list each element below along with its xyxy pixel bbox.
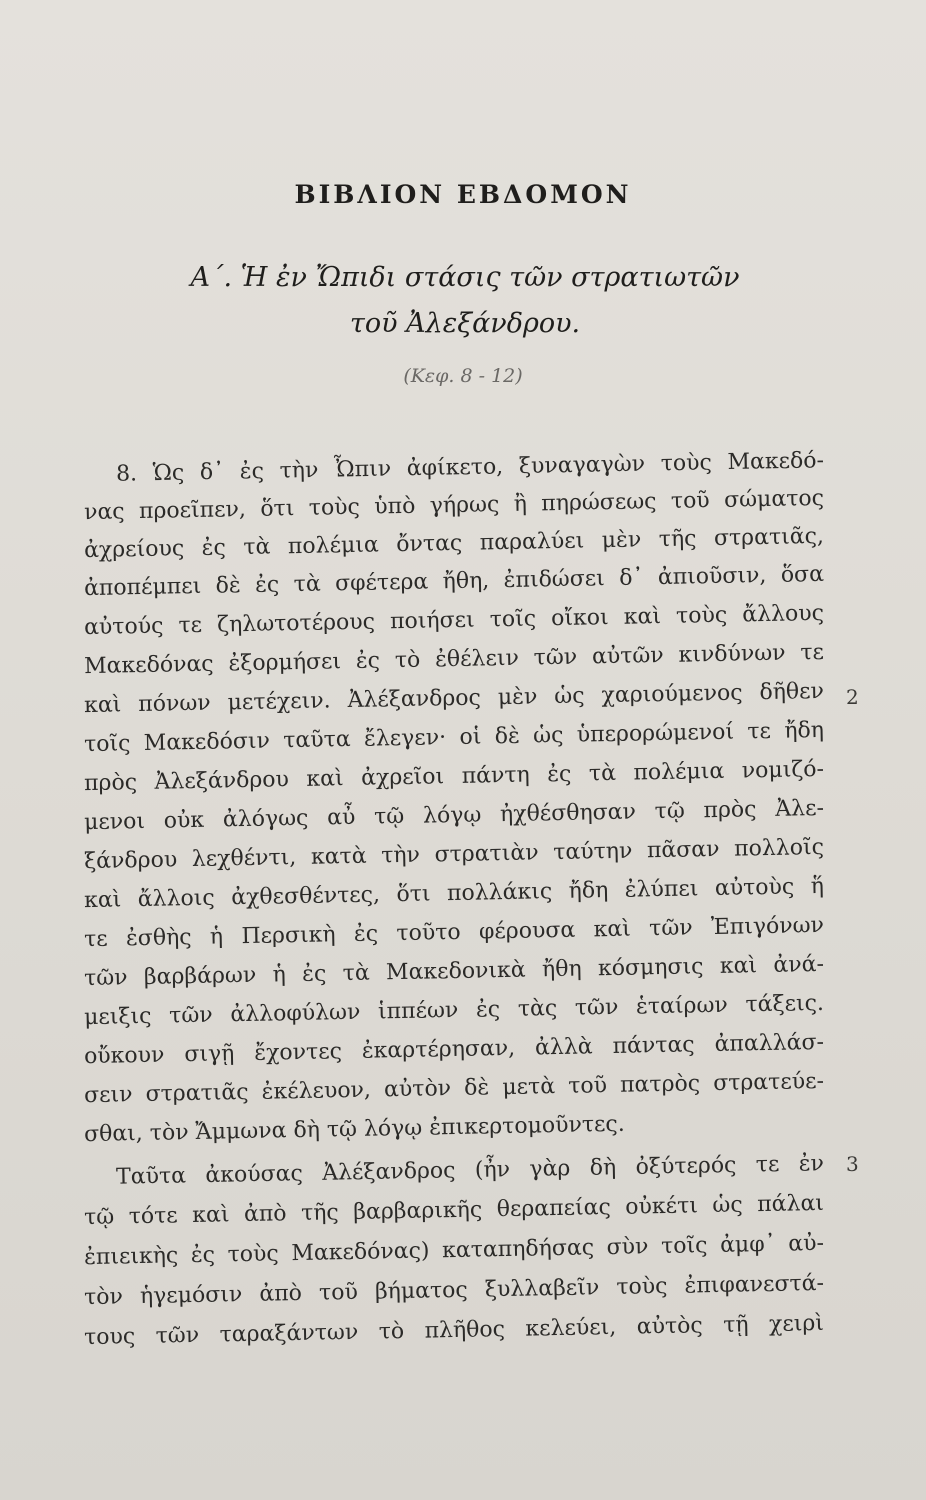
text-line: τε ἐσθὴς ἡ Περσικὴ ἐς τοῦτο φέρουσα καὶ τῶν Ἐπιγόνων <box>83 912 825 953</box>
text-line: 8. Ὡς δ᾽ ἐς τὴν Ὦπιν ἀφίκετο, ξυναγαγὼν τοὺς Μακεδό- <box>115 448 825 487</box>
text-line: οὔκουν σιγῇ ἔχοντες ἐκαρτέρησαν, ἀλλὰ πάντας ἀπαλλάσ- <box>83 1029 825 1070</box>
chapter-heading-line-1: Α΄. Ἡ ἐν Ὤπιδι στάσις τῶν στρατιωτῶν <box>190 262 740 293</box>
text-line: ἐπιεικὴς ἐς τοὺς Μακεδόνας) καταπηδήσας σὺν τοῖς ἀμφ᾽ αὐ- <box>83 1230 825 1271</box>
text-line: αὐτούς τε ζηλωτοτέρους ποιήσει τοῖς οἴκοι καὶ τοὺς ἄλλους <box>83 600 825 641</box>
text-line: καὶ πόνων μετέχειν. Ἀλέξανδρος μὲν ὡς χαριούμενος δῆθεν <box>83 678 825 719</box>
text-line: ξάνδρου λεχθέντι, κατὰ τὴν στρατιὰν ταύτην πᾶσαν πολλοῖς <box>83 834 825 875</box>
text-line: ἀχρείους ἐς τὰ πολέμια ὄντας παραλύει μὲν τῆς στρατιᾶς, <box>83 523 825 564</box>
text-line: μειξις τῶν ἀλλοφύλων ἱππέων ἐς τὰς τῶν ἑταίρων τάξεις. <box>83 990 825 1031</box>
chapter-heading-line-2: τοῦ Ἀλεξάνδρου. <box>349 308 581 339</box>
text-line: πρὸς Ἀλεξάνδρου καὶ ἀχρεῖοι πάντη ἐς τὰ πολέμια νομιζό- <box>83 756 825 797</box>
text-line: τῶν βαρβάρων ἡ ἐς τὰ Μακεδονικὰ ἤθη κόσμησις καὶ ἀνά- <box>83 951 825 992</box>
chapter-range: (Κεφ. 8 - 12) <box>403 365 523 387</box>
text-line: ἀποπέμπει δὲ ἐς τὰ σφέτερα ἤθη, ἐπιδώσει δ᾽ ἀπιοῦσιν, ὅσα <box>83 561 825 602</box>
text-line: τους τῶν ταραξάντων τὸ πλῆθος κελεύει, αὐτὸς τῇ χειρὶ <box>83 1310 825 1351</box>
book-title: BIBΛΙΟΝ ΕΒΔΟΜΟΝ <box>294 180 632 209</box>
text-line: νας προεῖπεν, ὅτι τοὺς ὑπὸ γήρως ἢ πηρώσεως τοῦ σώματος <box>83 485 825 526</box>
text-line: Ταῦτα ἀκούσας Ἀλέξανδρος (ἦν γὰρ δὴ ὀξύτερός τε ἐν <box>115 1151 825 1190</box>
text-line: καὶ ἄλλοις ἀχθεσθέντες, ὅτι πολλάκις ἤδη ἐλύπει αὐτοὺς ἥ <box>83 873 825 914</box>
margin-section-number: 2 <box>846 685 859 709</box>
margin-section-number: 3 <box>846 1152 859 1176</box>
text-line: τῷ τότε καὶ ἀπὸ τῆς βαρβαρικῆς θεραπείας οὐκέτι ὡς πάλαι <box>83 1190 825 1231</box>
text-line: σθαι, τὸν Ἄμμωνα δὴ τῷ λόγῳ ἐπικερτομοῦντες. <box>83 1111 625 1148</box>
text-line: τοῖς Μακεδόσιν ταῦτα ἔλεγεν· οἱ δὲ ὡς ὑπερορώμενοί τε ἤδη <box>83 717 825 758</box>
text-line: σειν στρατιᾶς ἐκέλευον, αὐτὸν δὲ μετὰ τοῦ πατρὸς στρατεύε- <box>83 1068 825 1109</box>
text-line: τὸν ἡγεμόσιν ἀπὸ τοῦ βήματος ξυλλαβεῖν τοὺς ἐπιφανεστά- <box>83 1270 825 1311</box>
text-line: μενοι οὐκ ἀλόγως αὖ τῷ λόγῳ ἠχθέσθησαν τῷ πρὸς Ἀλε- <box>83 795 825 836</box>
text-line: Μακεδόνας ἐξορμήσει ἐς τὸ ἐθέλειν τῶν αὐτῶν κινδύνων τε <box>83 639 825 680</box>
